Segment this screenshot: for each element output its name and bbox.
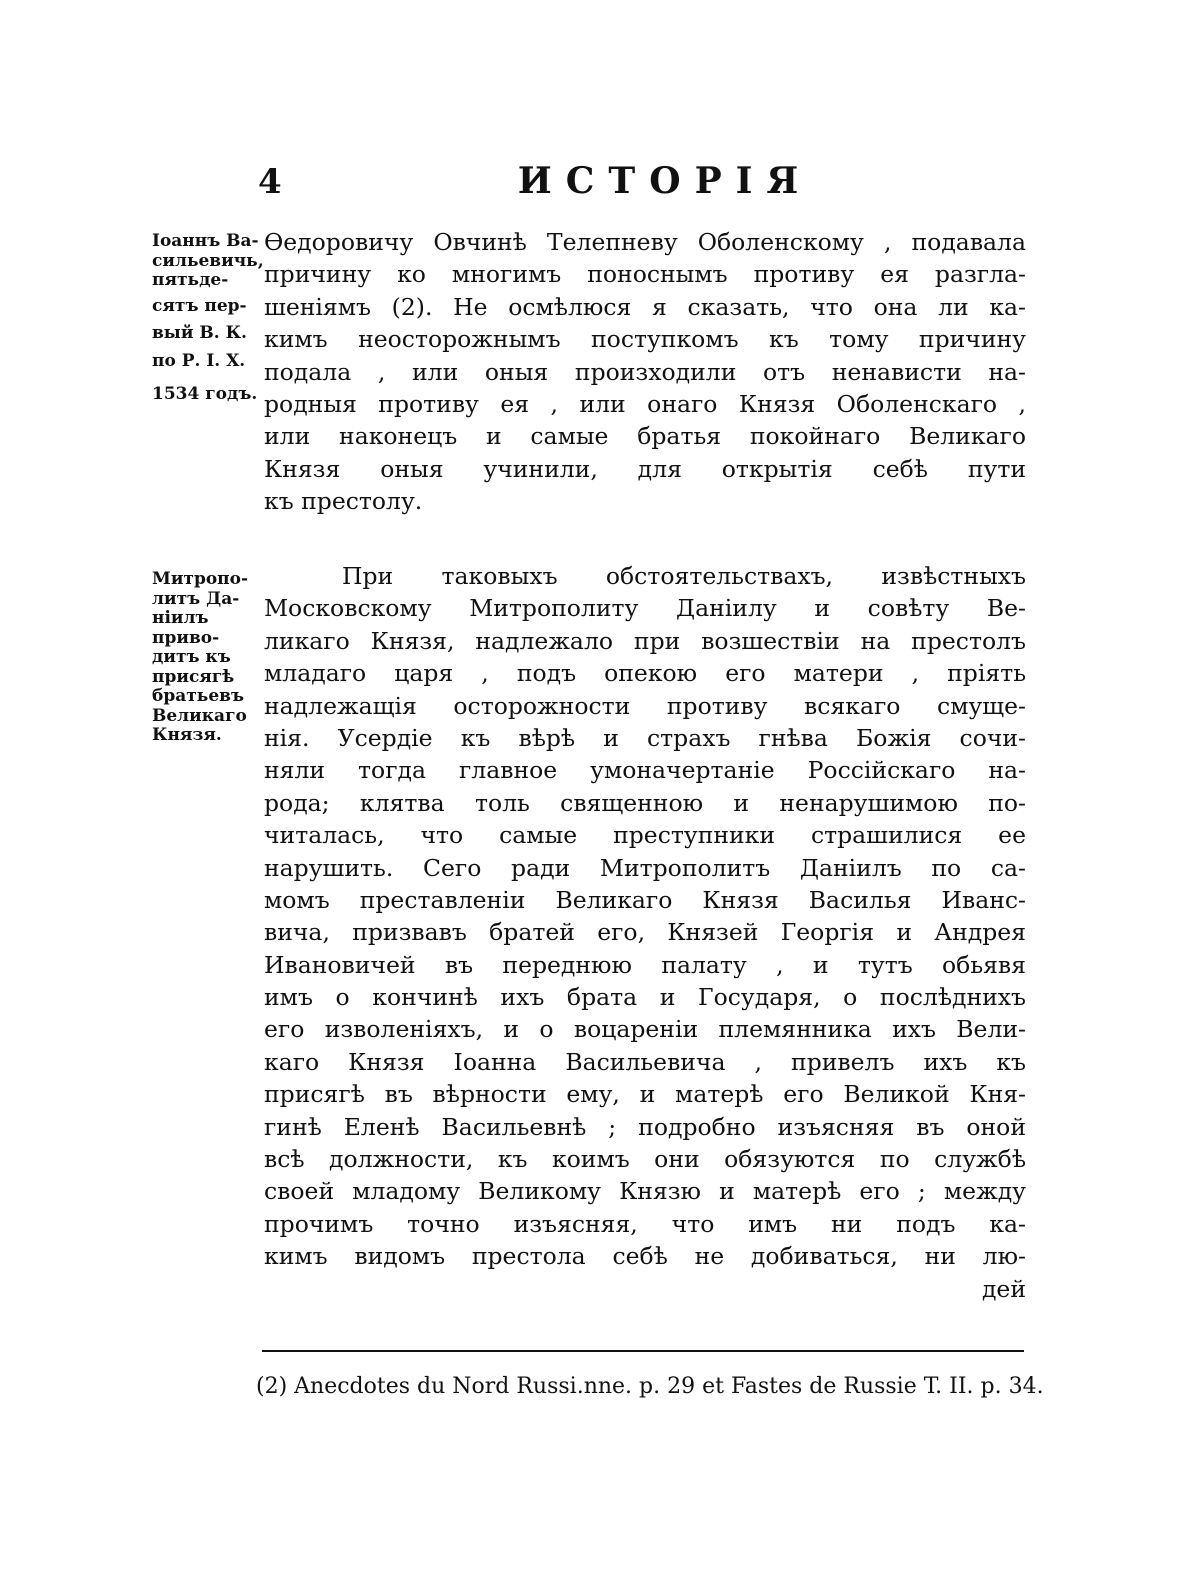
- text-line: няли тогда главное умоначертаніе Россійскаго на-: [264, 756, 1026, 785]
- text-line: шеніямъ (2). Не осмѣлюся я сказать, что она ли ка-: [264, 292, 1026, 321]
- margin-note-line: пятьде-: [152, 270, 229, 290]
- text-line: рода; клятва толь священною и ненарушимою по-: [264, 788, 1026, 817]
- text-line: кимъ неосторожнымъ поступкомъ къ тому причину: [264, 325, 1026, 354]
- text-line: нарушить. Сего ради Митрополитъ Даніилъ по са-: [264, 853, 1026, 882]
- margin-note-line: братьевъ: [152, 686, 244, 706]
- text-line: надлежащія осторожности противу всякаго смуще-: [264, 691, 1026, 720]
- footnote-rule: [262, 1350, 1024, 1352]
- text-line: вича, призвавъ братей его, Князей Георгія и Андрея: [264, 918, 1026, 947]
- text-line: гинѣ Еленѣ Васильевнѣ ; подробно изъясняя въ оной: [264, 1112, 1026, 1141]
- text-line: Князя оныя учинили, для открытія себѣ пути: [264, 454, 1026, 483]
- text-line: момъ преставленіи Великаго Князя Василья Иванс-: [264, 885, 1026, 914]
- text-line: Московскому Митрополиту Даніилу и совѣту Ве-: [264, 594, 1026, 623]
- margin-note-line: сильевичь,: [152, 250, 264, 271]
- paragraph-1: [264, 226, 1026, 518]
- margin-note-line: литъ Да-: [152, 588, 240, 609]
- text-line: ликаго Князя, надлежало при возшествіи на престолъ: [264, 626, 1026, 655]
- text-line: родныя противу ея , или онаго Князя Оболенскаго ,: [264, 389, 1026, 418]
- margin-note-line: 1534 годъ.: [152, 384, 258, 404]
- margin-note-line: присягѣ: [152, 666, 235, 687]
- text-line: присягѣ въ вѣрности ему, и матерѣ его Великой Кня-: [264, 1080, 1026, 1109]
- margin-note-line: Іоаннъ Ва-: [152, 231, 259, 251]
- text-line: его изволеніяхъ, и о воцареніи племянника ихъ Вели-: [264, 1015, 1026, 1044]
- paragraph-2: [264, 560, 1026, 1305]
- text-line: имъ о кончинѣ ихъ брата и Государя, о послѣднихъ: [264, 983, 1026, 1012]
- text-line: всѣ должности, къ коимъ они обязуются по службѣ: [264, 1145, 1026, 1174]
- text-line: каго Князя Іоанна Васильевича , привелъ ихъ къ: [264, 1047, 1026, 1076]
- margin-note-line: ніилъ: [152, 608, 209, 628]
- text-line: причину ко многимъ поноснымъ противу ея разгла-: [264, 260, 1026, 289]
- margin-note-line: приво-: [152, 627, 220, 648]
- margin-note-2: [152, 570, 262, 746]
- text-line: Ѳедоровичу Овчинѣ Телепневу Оболенскому , подавала: [264, 228, 1026, 256]
- text-line: къ престолу.: [264, 487, 423, 516]
- text-line: кимъ видомъ престола себѣ не добиваться, ни лю-: [264, 1242, 1026, 1271]
- footnote: (2) Anecdotes du Nord Russi.nne. p. 29 et Fastes de Russie T. II. p. 34.: [256, 1374, 1044, 1399]
- margin-note-line: по Р. І. Х.: [152, 350, 246, 371]
- text-line: младаго царя , подъ опекою его матери , пріять: [264, 659, 1026, 688]
- text-line: своей младому Великому Князю и матерѣ его ; между: [264, 1177, 1026, 1206]
- margin-note-line: Князя.: [152, 725, 222, 745]
- text-line: читалась, что самые преступники страшилися ее: [264, 821, 1026, 850]
- margin-note-line: вый В. К.: [152, 323, 247, 343]
- margin-note-1: [152, 232, 262, 405]
- text-line: прочимъ точно изъясняя, что имъ ни подъ ка-: [264, 1209, 1026, 1238]
- text-line: При таковыхъ обстоятельствахъ, извѣстныхъ: [342, 562, 1026, 590]
- page-number: 4: [258, 162, 282, 202]
- text-line: нія. Усердіе къ вѣрѣ и страхъ гнѣва Божія сочи-: [264, 723, 1026, 752]
- catchword: дей: [981, 1274, 1026, 1303]
- text-line: Ивановичей въ переднюю палату , и тутъ обьявя: [264, 950, 1026, 979]
- text-line: или наконецъ и самые братья покойнаго Великаго: [264, 422, 1026, 451]
- margin-note-line: сятъ пер-: [152, 295, 247, 316]
- text-line: подала , или оныя произходили отъ ненависти на-: [264, 357, 1026, 386]
- margin-note-line: Великаго: [152, 705, 247, 726]
- margin-note-line: Митропо-: [152, 569, 249, 589]
- running-title: ИСТОРІЯ: [517, 160, 813, 202]
- margin-note-line: дитъ къ: [152, 647, 231, 667]
